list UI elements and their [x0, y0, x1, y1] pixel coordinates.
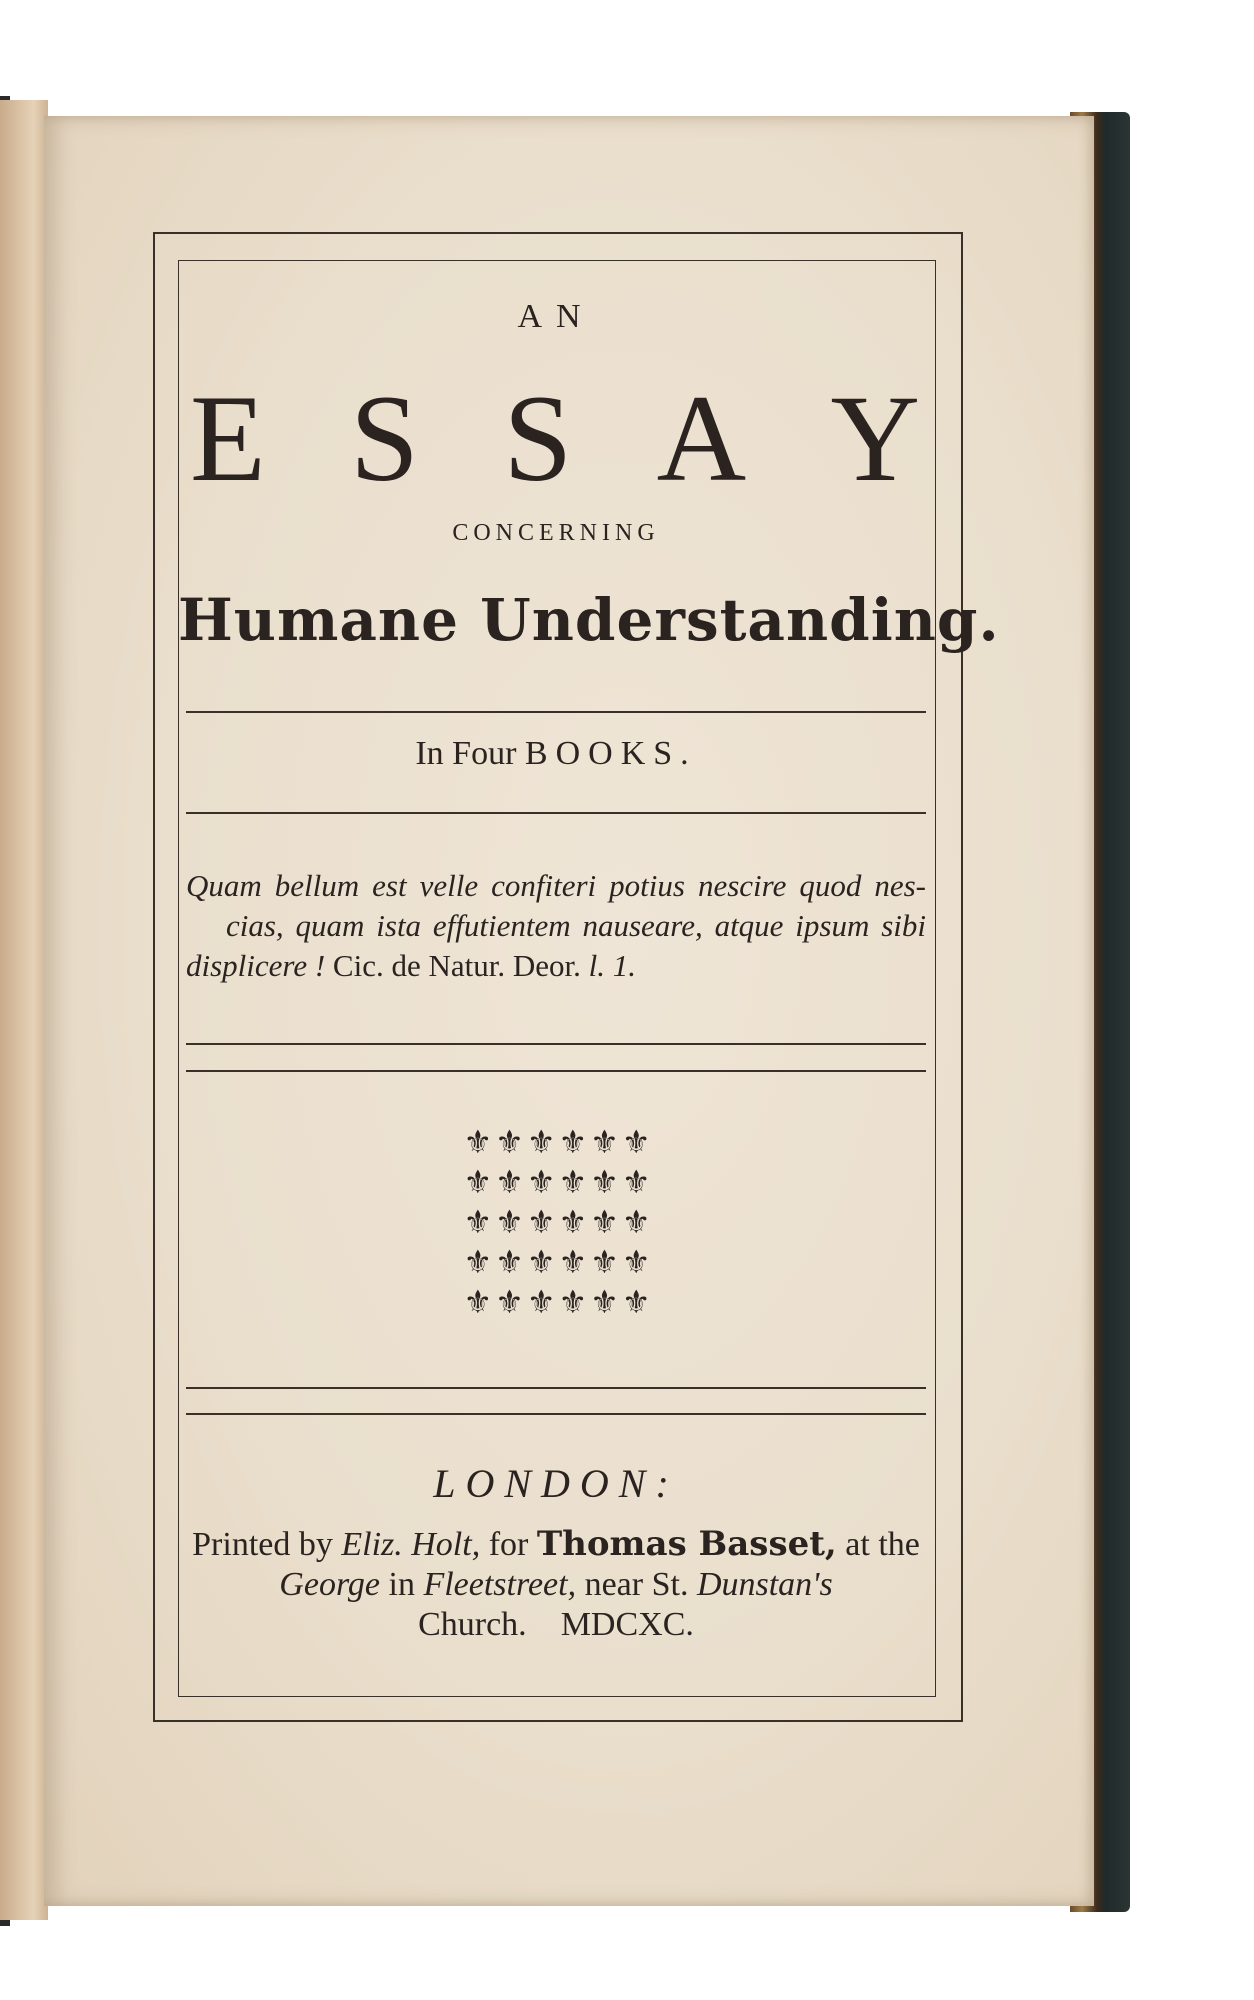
title-an: AN [517, 298, 595, 335]
fleur-de-lis-icon: ⚜ [558, 1284, 588, 1320]
fleur-de-lis-icon: ⚜ [463, 1124, 493, 1160]
fleur-de-lis-icon: ⚜ [526, 1164, 556, 1200]
imprint-text: in [388, 1566, 415, 1603]
epigraph-line-1: Quam bellum est velle confiteri potius nescire quod nes- [186, 868, 926, 903]
title-essay [190, 368, 920, 510]
epigraph-line-2: cias, quam ista effutientem nauseare, atque ipsum sibi [226, 908, 926, 943]
books-prefix: In Four [415, 735, 517, 772]
imprint [178, 1524, 934, 1645]
fleur-de-lis-icon: ⚜ [495, 1164, 524, 1200]
imprint-church: Dunstan's [696, 1566, 833, 1603]
rule [186, 812, 926, 814]
imprint-publisher: Thomas Basset, [536, 1524, 837, 1564]
imprint-text: near St. [584, 1566, 689, 1603]
fleur-de-lis-icon: ⚜ [558, 1164, 588, 1200]
imprint-line-3 [178, 1605, 934, 1645]
rule [186, 1043, 926, 1045]
epigraph-line-3 [186, 946, 926, 986]
imprint-text: Church. [418, 1606, 527, 1643]
epigraph-book: l. 1. [588, 948, 636, 983]
epigraph-citation: Cic. de Natur. Deor. [332, 948, 581, 983]
essay-letter: E [190, 370, 266, 507]
left-page-edge [0, 100, 48, 1920]
fleur-de-lis-icon: ⚜ [621, 1244, 651, 1280]
imprint-year: MDCXC. [560, 1606, 694, 1643]
books-word: BOOKS. [524, 735, 697, 772]
fleur-de-lis-icon: ⚜ [495, 1284, 524, 1320]
imprint-text: Printed by [192, 1526, 333, 1563]
fleur-de-lis-icon: ⚜ [463, 1244, 493, 1280]
fleur-de-lis-icon: ⚜ [495, 1124, 524, 1160]
essay-letter: S [503, 370, 573, 507]
fleur-de-lis-icon: ⚜ [590, 1244, 619, 1280]
fleur-de-lis-icon: ⚜ [526, 1244, 556, 1280]
epigraph-end: displicere ! [186, 948, 326, 983]
rule [186, 1387, 926, 1389]
imprint-street: Fleetstreet, [423, 1566, 577, 1603]
fleur-de-lis-icon: ⚜ [590, 1284, 619, 1320]
essay-letter: Y [830, 370, 920, 507]
rule [186, 711, 926, 713]
fleur-de-lis-icon: ⚜ [463, 1164, 493, 1200]
fleur-de-lis-icon: ⚜ [526, 1284, 556, 1320]
fleur-de-lis-icon: ⚜ [526, 1204, 556, 1240]
fleur-de-lis-icon: ⚜ [495, 1204, 524, 1240]
essay-letter: A [656, 370, 747, 507]
essay-letter: S [350, 370, 420, 507]
imprint-line-2 [178, 1565, 934, 1605]
fleur-de-lis-icon: ⚜ [558, 1204, 588, 1240]
imprint-text: for [488, 1526, 529, 1563]
fleur-de-lis-icon: ⚜ [621, 1284, 651, 1320]
fleur-de-lis-icon: ⚜ [621, 1204, 651, 1240]
rule [186, 1413, 926, 1415]
fleur-de-lis-icon: ⚜ [558, 1244, 588, 1280]
title-concerning: CONCERNING [452, 520, 660, 546]
fleur-de-lis-icon: ⚜ [526, 1124, 556, 1160]
imprint-line-1 [178, 1524, 934, 1565]
fleur-de-lis-icon: ⚜ [590, 1164, 619, 1200]
fleur-de-lis-icon: ⚜ [590, 1204, 619, 1240]
imprint-city: LONDON: [433, 1461, 679, 1506]
imprint-printer: Eliz. Holt, [341, 1526, 481, 1563]
fleur-de-lis-icon: ⚜ [463, 1204, 493, 1240]
fleur-de-lis-icon: ⚜ [590, 1124, 619, 1160]
fleur-de-lis-icon: ⚜ [621, 1164, 651, 1200]
fleur-de-lis-icon: ⚜ [495, 1244, 524, 1280]
imprint-sign: George [279, 1566, 381, 1603]
epigraph [186, 866, 926, 986]
fleur-de-lis-icon: ⚜ [621, 1124, 651, 1160]
books-line [178, 735, 934, 773]
fleur-de-lis-icon: ⚜ [558, 1124, 588, 1160]
fleuron-ornament [462, 1122, 652, 1322]
title-subject: Humane Understanding. [178, 586, 1000, 654]
rule [186, 1070, 926, 1072]
imprint-text: at the [845, 1526, 920, 1563]
fleur-de-lis-icon: ⚜ [463, 1284, 493, 1320]
